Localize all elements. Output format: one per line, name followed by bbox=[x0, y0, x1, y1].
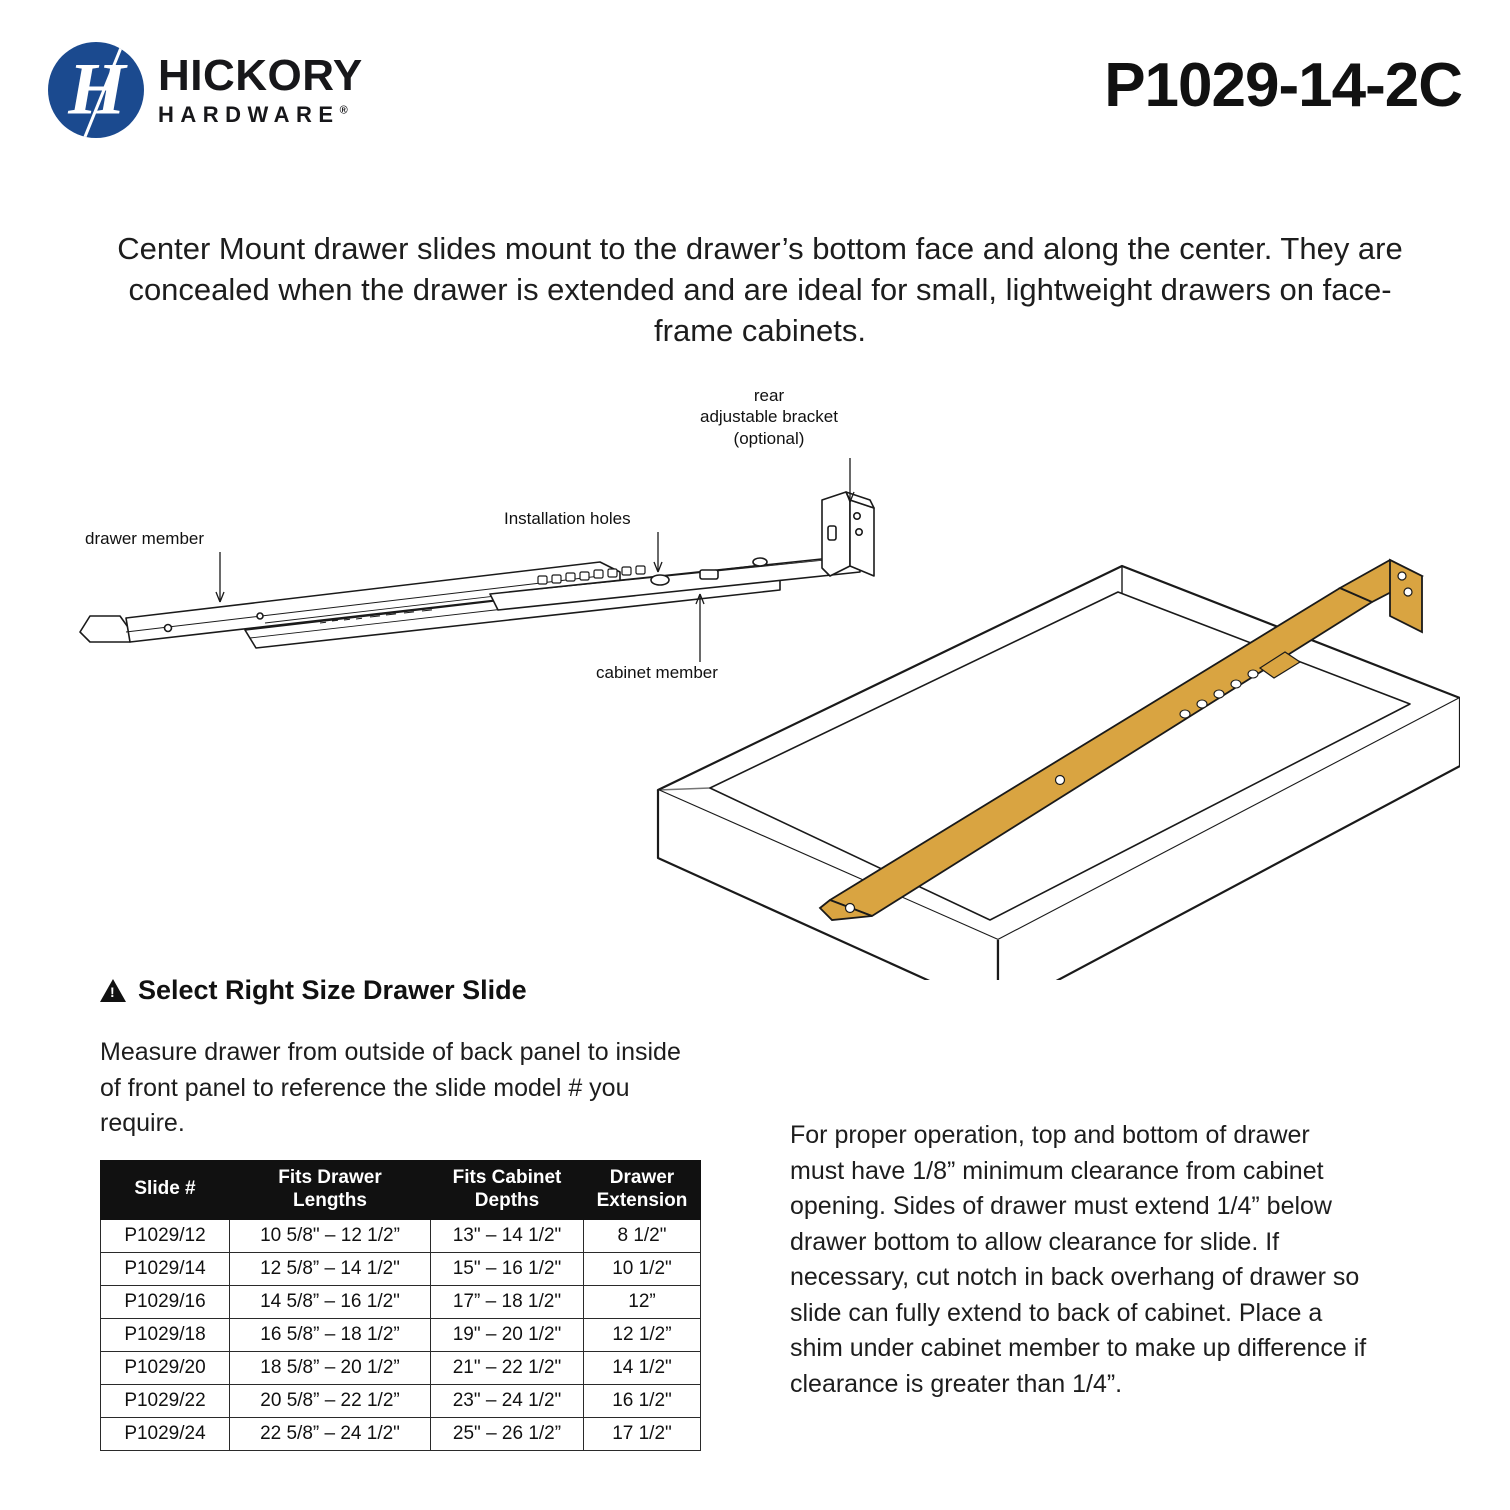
table-row bbox=[101, 1318, 701, 1351]
cell-cabinet-depth: 23" – 24 1/2" bbox=[431, 1384, 584, 1417]
cell-cabinet-depth: 13" – 14 1/2" bbox=[431, 1219, 584, 1252]
brand-name-primary: HICKORY bbox=[158, 51, 363, 100]
cell-slide-number: P1029/20 bbox=[101, 1351, 230, 1384]
cell-drawer-extension: 8 1/2" bbox=[584, 1219, 701, 1252]
cell-drawer-extension: 16 1/2" bbox=[584, 1384, 701, 1417]
select-size-heading bbox=[100, 975, 527, 1006]
cell-drawer-extension: 10 1/2" bbox=[584, 1252, 701, 1285]
col-cabinet-line1: Fits Cabinet bbox=[452, 1167, 562, 1188]
label-rear-line1: rear bbox=[753, 386, 785, 405]
brand-logo bbox=[48, 42, 363, 138]
logo-letter: H bbox=[68, 48, 124, 131]
select-size-label: Select Right Size Drawer Slide bbox=[138, 975, 527, 1005]
cell-slide-number: P1029/18 bbox=[101, 1318, 230, 1351]
cell-slide-number: P1029/16 bbox=[101, 1285, 230, 1318]
col-ext-line1: Drawer bbox=[609, 1167, 675, 1188]
label-rear-adjustable-bracket bbox=[700, 385, 838, 449]
cell-cabinet-depth: 15" – 16 1/2" bbox=[431, 1252, 584, 1285]
cell-drawer-length: 10 5/8" – 12 1/2” bbox=[230, 1219, 431, 1252]
slide-size-table bbox=[100, 1160, 701, 1451]
label-rear-line2: adjustable bracket bbox=[700, 407, 838, 427]
col-cabinet-line2: Depths bbox=[474, 1189, 540, 1211]
col-fits-cabinet-depths bbox=[431, 1161, 584, 1220]
operation-note: For proper operation, top and bottom of drawer must have 1/8” minimum clearance from cabinet opening. Sides of drawer must extend 1/4” below drawer bottom to allow clearance for slide. If necessary, cut notch in back overhang of drawer so slide can fully extend to back of cabinet. Place a shim under cabinet member to make up difference if clearance is greater than 1/4”. bbox=[790, 1121, 1367, 1398]
cell-cabinet-depth: 21" – 22 1/2" bbox=[431, 1351, 584, 1384]
page-header bbox=[48, 42, 1462, 152]
registered-mark: ® bbox=[339, 104, 348, 117]
brand-name-secondary-text: HARDWARE bbox=[158, 102, 340, 127]
label-installation-holes: Installation holes bbox=[504, 509, 631, 528]
col-fits-drawer-lengths bbox=[230, 1161, 431, 1220]
measure-instructions: Measure drawer from outside of back panel to inside of front panel to reference the slide model # you require. bbox=[100, 1038, 681, 1137]
cell-drawer-length: 14 5/8” – 16 1/2" bbox=[230, 1285, 431, 1318]
cell-slide-number: P1029/24 bbox=[101, 1417, 230, 1450]
model-number: P1029-14-2C bbox=[1104, 51, 1462, 120]
cell-drawer-length: 20 5/8” – 22 1/2” bbox=[230, 1384, 431, 1417]
table-head bbox=[101, 1161, 701, 1220]
cell-drawer-extension: 12 1/2” bbox=[584, 1318, 701, 1351]
drawer-slide-diagram bbox=[60, 380, 1460, 980]
table-row bbox=[101, 1285, 701, 1318]
table-body bbox=[101, 1219, 701, 1450]
label-cabinet-member: cabinet member bbox=[596, 663, 718, 682]
brand-wordmark bbox=[158, 51, 363, 127]
col-ext-line2: Extension bbox=[596, 1189, 688, 1211]
col-slide-number-line1: Slide # bbox=[134, 1178, 196, 1200]
col-drawer-line1: Fits Drawer bbox=[278, 1167, 382, 1188]
warning-triangle-icon bbox=[100, 979, 126, 1002]
cell-drawer-length: 22 5/8” – 24 1/2" bbox=[230, 1417, 431, 1450]
hickory-logo-icon bbox=[48, 42, 144, 138]
cell-drawer-length: 12 5/8” – 14 1/2" bbox=[230, 1252, 431, 1285]
cell-slide-number: P1029/12 bbox=[101, 1219, 230, 1252]
cell-drawer-extension: 14 1/2" bbox=[584, 1351, 701, 1384]
illustration-area bbox=[60, 380, 1460, 980]
col-drawer-extension bbox=[584, 1161, 701, 1220]
table-row bbox=[101, 1219, 701, 1252]
table-row bbox=[101, 1351, 701, 1384]
cell-cabinet-depth: 17” – 18 1/2" bbox=[431, 1285, 584, 1318]
cell-cabinet-depth: 25" – 26 1/2” bbox=[431, 1417, 584, 1450]
col-slide-number bbox=[101, 1161, 230, 1220]
cell-drawer-length: 16 5/8” – 18 1/2” bbox=[230, 1318, 431, 1351]
cell-drawer-extension: 17 1/2" bbox=[584, 1417, 701, 1450]
cell-drawer-extension: 12” bbox=[584, 1285, 701, 1318]
table-row bbox=[101, 1417, 701, 1450]
cell-slide-number: P1029/14 bbox=[101, 1252, 230, 1285]
brand-name-secondary bbox=[158, 104, 363, 126]
col-drawer-line2: Lengths bbox=[293, 1189, 367, 1211]
label-rear-line3: (optional) bbox=[733, 428, 805, 448]
cell-drawer-length: 18 5/8” – 20 1/2” bbox=[230, 1351, 431, 1384]
cell-slide-number: P1029/22 bbox=[101, 1384, 230, 1417]
table-header-row bbox=[101, 1161, 701, 1220]
intro-paragraph: Center Mount drawer slides mount to the drawer’s bottom face and along the center. They are concealed when the drawer is extended and are ideal for small, lightweight drawers on face-frame cabinets. bbox=[117, 231, 1403, 349]
label-drawer-member: drawer member bbox=[85, 529, 205, 548]
cell-cabinet-depth: 19" – 20 1/2" bbox=[431, 1318, 584, 1351]
table-row bbox=[101, 1384, 701, 1417]
table-row bbox=[101, 1252, 701, 1285]
